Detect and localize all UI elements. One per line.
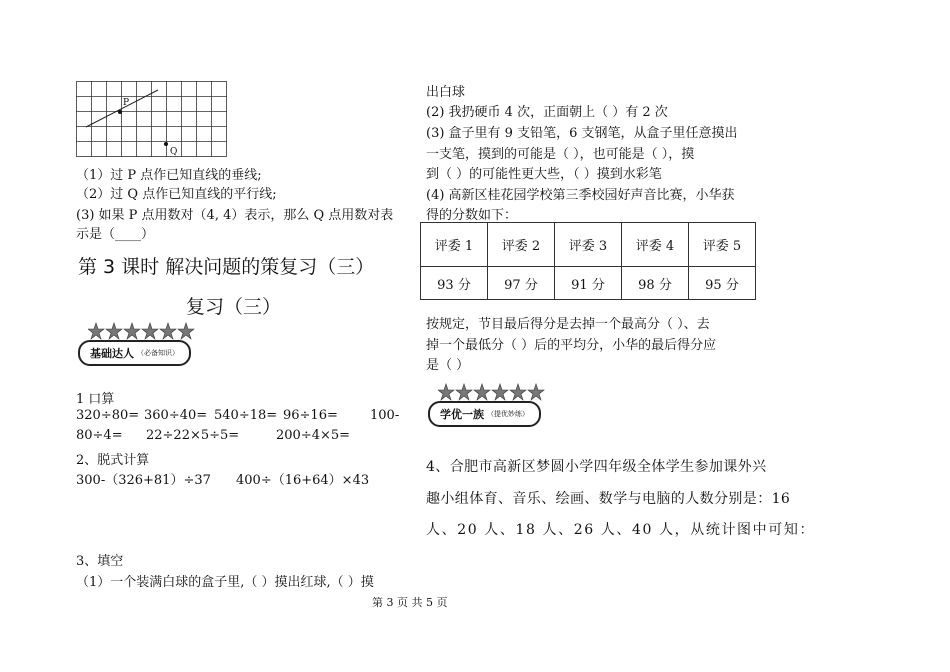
- judge-header: 评委 1: [421, 223, 488, 267]
- score-cell: 98 分: [622, 267, 689, 300]
- question-4-line-2: 趣小组体育、音乐、绘画、数学与电脑的人数分别是：16: [426, 491, 791, 507]
- calc-item: 320÷80=: [76, 408, 140, 423]
- right-line-6: (4) 高新区桂花园学校第三季校园好声音比赛，小华获: [426, 188, 735, 203]
- section-mental-math: 1 口算: [76, 392, 115, 407]
- lesson-subtitle: 复习（三）: [186, 296, 282, 318]
- score-cell: 95 分: [689, 267, 756, 300]
- badge-basic-main: 基础达人: [90, 347, 134, 360]
- calc-item: 360÷40=: [144, 408, 208, 423]
- judge-header: 评委 2: [488, 223, 555, 267]
- section-step-calc: 2、脱式计算: [76, 453, 150, 468]
- point-q: [164, 142, 168, 146]
- coordinate-grid: [76, 81, 232, 159]
- score-cell: 91 分: [555, 267, 622, 300]
- question-3: (3) 如果 P 点用数对（4, 4）表示，那么 Q 点用数对表: [76, 208, 394, 223]
- given-line: [86, 90, 158, 127]
- right-line-2: (2) 我扔硬币 4 次，正面朝上（ ）有 2 次: [426, 105, 668, 120]
- calc-item: 96÷16=: [283, 408, 338, 423]
- badge-advanced-sub: （提优妙练）: [487, 410, 529, 418]
- lesson-title: 第 3 课时 解决问题的策复习（三）: [78, 256, 375, 278]
- right-line-3: (3) 盒子里有 9 支铅笔，6 支钢笔，从盒子里任意摸出: [426, 126, 738, 141]
- calc-item: 200÷4×5=: [276, 428, 351, 443]
- right-line-1: 出白球: [426, 85, 466, 100]
- section-fill-blank: 3、填空: [76, 554, 124, 569]
- right-line-4: 一支笔，摸到的可能是（ ），也可能是（ ），摸: [426, 147, 695, 162]
- judge-header: 评委 3: [555, 223, 622, 267]
- label-p: P: [123, 98, 130, 108]
- score-table: [420, 222, 756, 300]
- point-p: [118, 110, 122, 114]
- stars-icon: [438, 383, 550, 403]
- fill-question-1: （1）一个装满白球的盒子里,（ ）摸出红球,（ ）摸: [76, 575, 374, 590]
- rule-line-3: 是（ ）: [426, 358, 470, 373]
- badge-basic-sub: （必备知识）: [137, 349, 179, 357]
- badge-advanced-main: 学优一族: [440, 408, 484, 421]
- question-2: （2）过 Q 点作已知直线的平行线;: [76, 187, 277, 202]
- score-cell: 93 分: [421, 267, 488, 300]
- judge-header: 评委 4: [622, 223, 689, 267]
- expression-2: 400÷（16+64）×43: [236, 473, 370, 488]
- question-4-line-1: 4、合肥市高新区梦圆小学四年级全体学生参加课外兴: [426, 459, 767, 475]
- badge-advanced: [428, 383, 563, 429]
- expression-1: 300-（326+81）÷37: [76, 473, 211, 488]
- calc-item: 540÷18=: [214, 408, 278, 423]
- rule-line-1: 按规定，节目最后得分是去掉一个最高分（ ）、去: [426, 317, 710, 332]
- calc-item: 80÷4=: [76, 428, 123, 443]
- question-3-cont: 示是（____）: [76, 227, 155, 242]
- label-q: Q: [170, 147, 178, 157]
- stars-icon: [88, 322, 200, 342]
- question-4-line-3: 人、20 人、18 人、26 人、40 人，从统计图中可知：: [426, 522, 816, 538]
- right-line-7: 得的分数如下：: [426, 208, 518, 223]
- rule-line-2: 掉一个最低分（ ）后的平均分，小华的最后得分应: [426, 338, 717, 353]
- page-footer: 第 3 页 共 5 页: [372, 596, 448, 609]
- calc-item: 22÷22×5÷5=: [146, 428, 240, 443]
- score-cell: 97 分: [488, 267, 555, 300]
- right-line-5: 到（ ）的可能性更大些，（ ）摸到水彩笔: [426, 167, 662, 182]
- calc-item: 100-: [370, 408, 400, 423]
- question-1: （1）过 P 点作已知直线的垂线;: [76, 168, 262, 183]
- judge-header: 评委 5: [689, 223, 756, 267]
- badge-basic: [78, 322, 213, 368]
